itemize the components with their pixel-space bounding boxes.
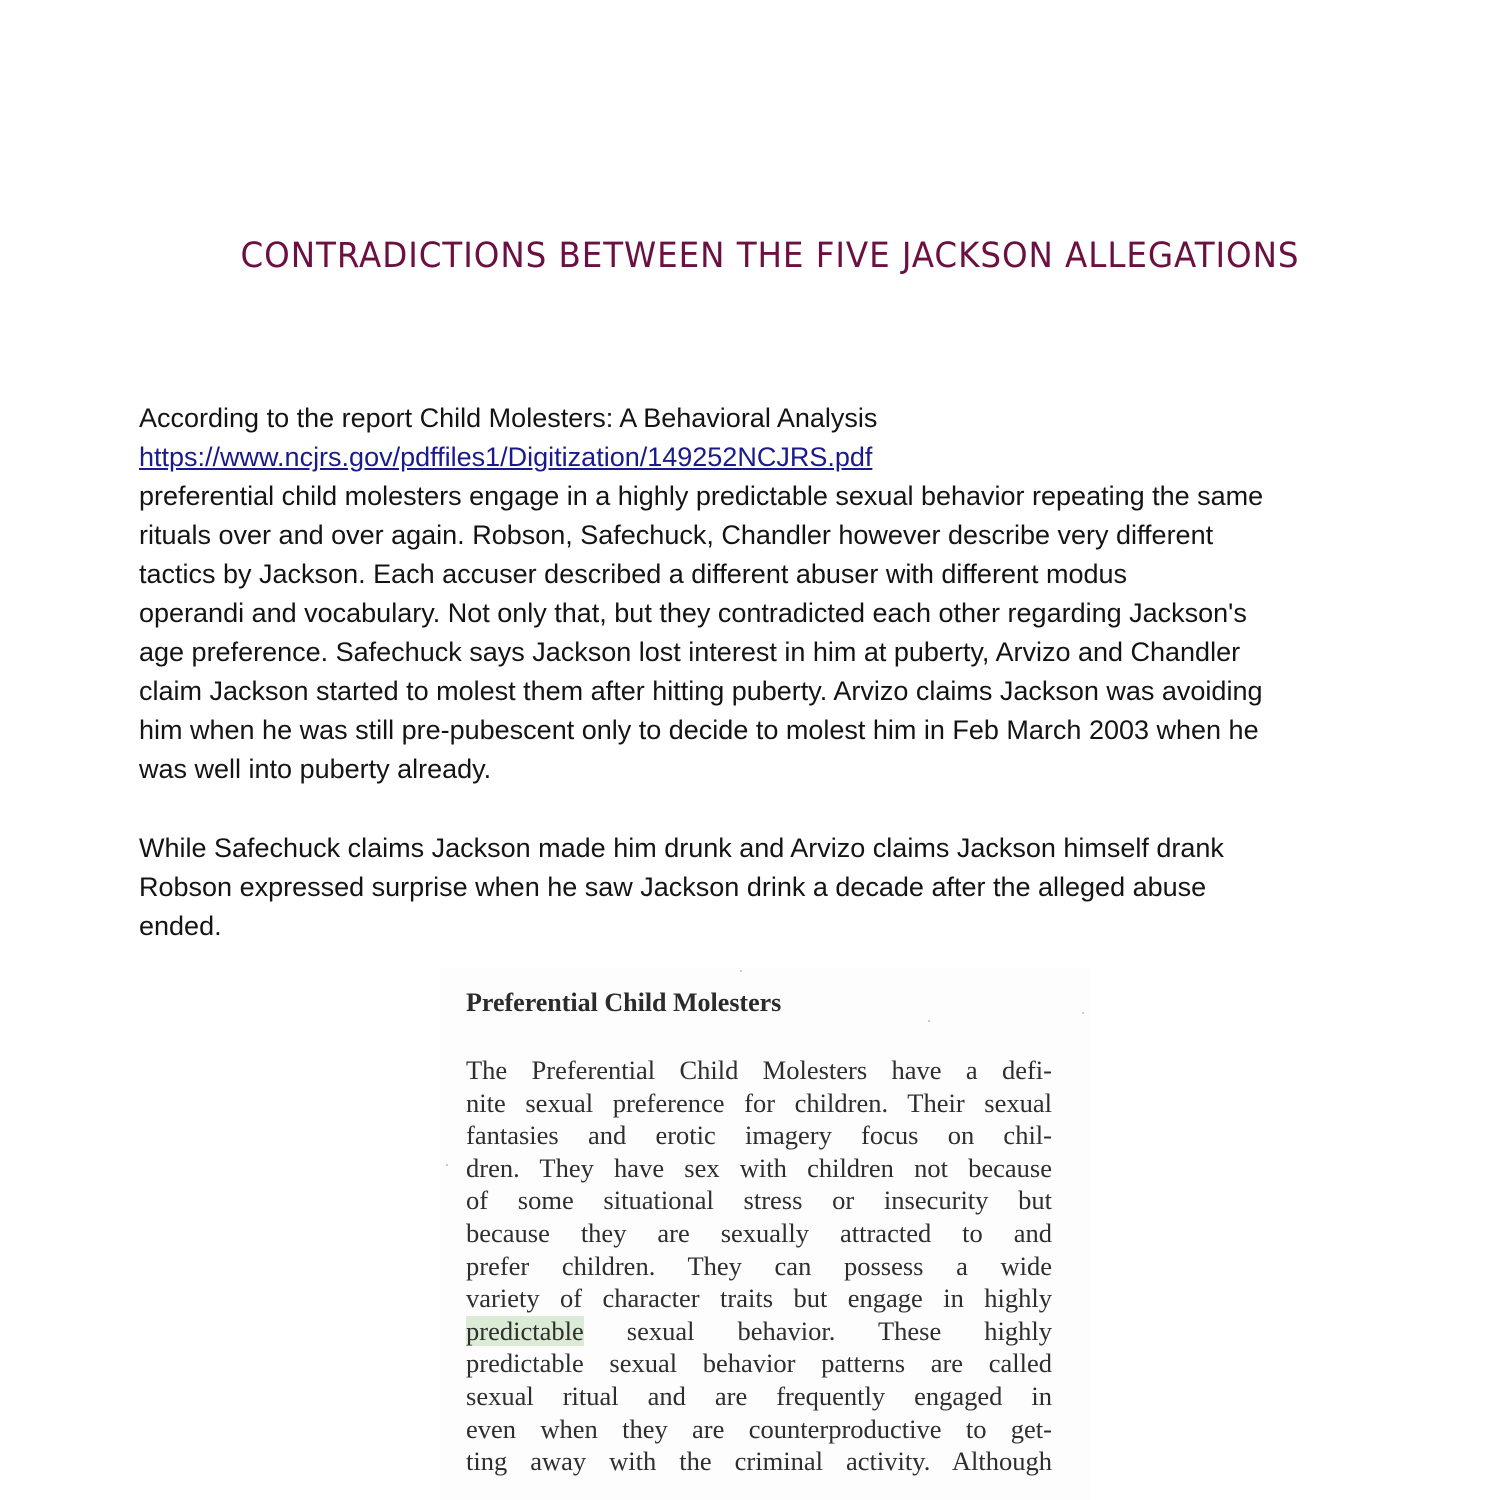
drinking-line: Robson expressed surprise when he saw Jackson drink a decade after the alleged abuse (139, 872, 1207, 902)
intro-line: claim Jackson started to molest them after hitting puberty. Arvizo claims Jackson was avoiding (139, 676, 1263, 706)
scan-speck (928, 1020, 930, 1022)
scanned-report-excerpt (440, 968, 1090, 1500)
drinking-line: ended. (139, 911, 222, 941)
scan-speck (446, 1164, 448, 1166)
intro-line: rituals over and over again. Robson, Safechuck, Chandler however describe very different (139, 520, 1214, 550)
drinking-paragraph (139, 829, 1379, 946)
scan-line: The Preferential Child Molesters have a defi- (466, 1055, 1052, 1085)
highlighted-word: predictable (466, 1315, 584, 1346)
intro-line: him when he was still pre-pubescent only to decide to molest him in Feb March 2003 when he (139, 715, 1259, 745)
scan-line: dren. They have sex with children not because (466, 1152, 1052, 1183)
scan-line: prefer children. They can possess a wide (466, 1250, 1052, 1281)
scan-speck (1082, 1012, 1084, 1014)
scan-line: variety of character traits but engage in highly (466, 1283, 1052, 1314)
scan-heading: Preferential Child Molesters (466, 988, 782, 1017)
source-report-link[interactable]: https://www.ncjrs.gov/pdffiles1/Digitization/149252NCJRS.pdf (139, 442, 873, 472)
intro-line: age preference. Safechuck says Jackson lost interest in him at puberty, Arvizo and Chandler (139, 637, 1241, 667)
intro-paragraph (139, 399, 1379, 789)
scan-line: of some situational stress or insecurity but (466, 1185, 1052, 1216)
scan-line: nite sexual preference for children. Their sexual (466, 1087, 1052, 1118)
scan-body-text (466, 1054, 1052, 1478)
scan-line-highlighted (466, 1315, 1052, 1348)
intro-line: According to the report Child Molesters: A Behavioral Analysis (139, 403, 878, 433)
scan-line: even when they are counterproductive to get- (466, 1413, 1052, 1444)
scan-speck (740, 970, 742, 972)
intro-line: tactics by Jackson. Each accuser described a different abuser with different modus (139, 559, 1128, 589)
scan-line-rest: sexual behavior. These highly (626, 1315, 1052, 1346)
page-title: CONTRADICTIONS BETWEEN THE FIVE JACKSON ALLEGATIONS (240, 236, 1300, 276)
intro-line: operandi and vocabulary. Not only that, but they contradicted each other regarding Jackson's (139, 598, 1247, 628)
intro-line: preferential child molesters engage in a highly predictable sexual behavior repeating the same (139, 481, 1264, 511)
intro-line: was well into puberty already. (139, 754, 492, 784)
scan-line: because they are sexually attracted to and (466, 1217, 1052, 1248)
scan-line: ting away with the criminal activity. Although (466, 1446, 1052, 1477)
scan-line: predictable sexual behavior patterns are called (466, 1348, 1052, 1379)
scan-line: sexual ritual and are frequently engaged in (466, 1380, 1052, 1411)
scan-line: fantasies and erotic imagery focus on chil- (466, 1120, 1052, 1151)
drinking-line: While Safechuck claims Jackson made him drunk and Arvizo claims Jackson himself drank (139, 833, 1224, 863)
